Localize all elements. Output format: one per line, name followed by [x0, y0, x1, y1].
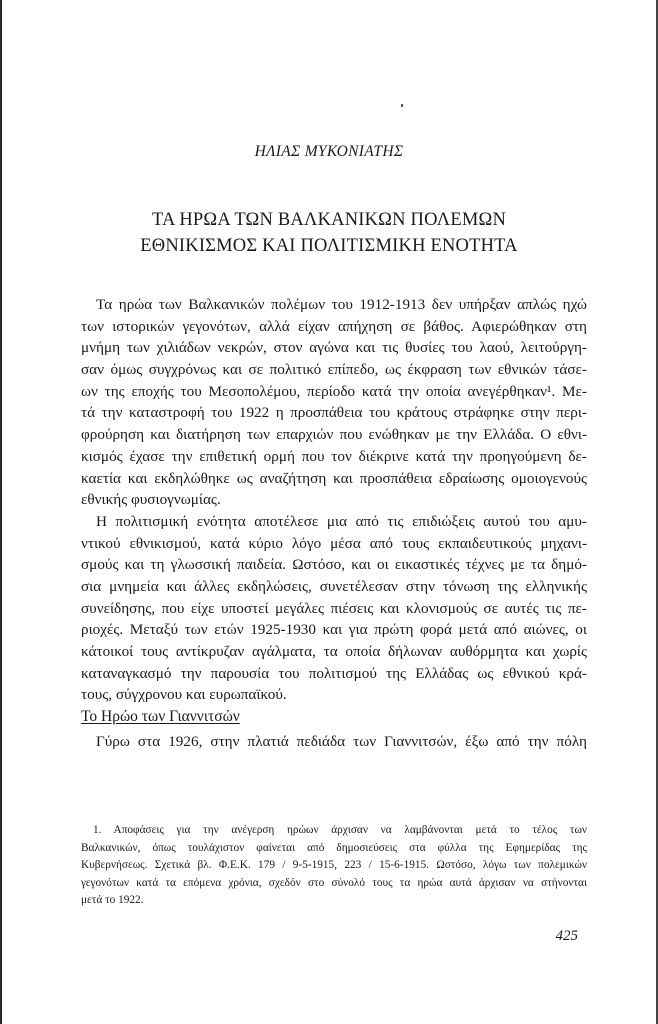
paragraph-1	[81, 294, 587, 511]
text-line: καετία και εκδηλώθηκε ως αναζήτηση και προσπάθεια εδραίωσης ομοιογενούς	[81, 469, 587, 487]
title-line-2: ΕΘΝΙΚΙΣΜΟΣ ΚΑΙ ΠΟΛΙΤΙΣΜΙΚΗ ΕΝΟΤΗΤΑ	[140, 236, 518, 256]
footnote-line: 1. Αποφάσεις για την ανέγερση ηρώων άρχισαν να λαμβάνονται μετά το τέλος των	[93, 824, 587, 836]
footnote-line: μετά το 1922.	[81, 894, 144, 907]
text-line: συνείδησης, που είχε υποστεί μεγάλες πιέσεις και κλονισμούς σε αυτές τις πε-	[81, 599, 587, 617]
text-line: σαν όμως συγχρόνως και σε πολιτικό επίπεδο, ως έκφραση των εθνικών τάσε-	[81, 361, 587, 379]
text-line: ριοχές. Μεταξύ των ετών 1925-1930 και για πρώτη φορά μετά από αιώνες, οι	[81, 621, 587, 639]
paragraph-3	[81, 731, 587, 753]
author-name: ΗΛΙΑΣ ΜΥΚΟΝΙΑΤΗΣ	[254, 143, 404, 160]
body-text	[81, 294, 587, 706]
text-line: ων της εποχής του Μεσοπολέμου, περίοδο κατά την οποία ανεγέρθηκαν¹. Με-	[81, 382, 587, 400]
paragraph-2	[81, 511, 587, 706]
footnote-line: Κυβερνήσεως. Σχετικά βλ. Φ.Ε.Κ. 179 / 9-5-1915, 223 / 15-6-1915. Ωστόσο, λόγω των πολεμικών	[81, 859, 587, 872]
text-line: κισμός έχασε την επιθετική ορμή που τον διέκρινε κατά την προηγούμενη δε-	[81, 447, 587, 465]
text-line: φρούρηση και διατήρηση των επαρχιών που ενώθηκαν με την Ελλάδα. Ο εθνι-	[81, 426, 587, 444]
footnote	[81, 822, 587, 910]
text-line: Η πολιτισμική ενότητα αποτέλεσε μια από τις επιδιώξεις αυτού του αμυ-	[96, 512, 587, 530]
text-line: Γύρω στα 1926, στην πλατιά πεδιάδα των Γιαννιτσών, έξω από την πόλη	[96, 733, 587, 750]
text-line: ντικού εθνικισμού, κατά κύριο λόγο μέσα από τους εκπαιδευτικούς μηχανι-	[81, 534, 587, 552]
article-title	[2, 207, 656, 259]
footnote-line: γεγονότων κατά τα επόμενα χρόνια, σχεδόν στο σύνολό τους τα ηρώα αυτά άρχισαν να στήνονται	[81, 876, 587, 889]
text-line: τους, σύγχρονου και ευρωπαϊκού.	[81, 686, 287, 704]
text-line: σμούς και τη γλωσσική παιδεία. Ωστόσο, και οι εικαστικές τέχνες με τα δημό-	[81, 556, 587, 574]
text-line: μνήμη των χιλιάδων νεκρών, στον αγώνα και τις θυσίες του λαού, λειτούργη-	[81, 339, 587, 357]
text-line: τά την καταστροφή του 1922 η προσπάθεια του κράτους στράφηκε στην περι-	[81, 404, 587, 422]
scan-speck	[401, 104, 403, 107]
text-line: των ιστορικών γεγονότων, αλλά είχαν απήχηση σε βάθος. Αφιερώθηκαν στη	[81, 317, 587, 335]
text-line: σια μνημεία και άλλες εκδηλώσεις, συνετέλεσαν στην τόνωση της ελληνικής	[81, 577, 587, 595]
text-line: κάτοικοί τους αντίκρυζαν αγάλματα, τα οποία δήλωναν αυθόρμητα και χωρίς	[81, 643, 587, 660]
footnote-line: Βαλκανικών, όπως τουλάχιστον φαίνεται από δημοσιεύσεις στα φύλλα της Εφημερίδας της	[81, 841, 587, 854]
title-line-1: ΤΑ ΗΡΩΑ ΤΩΝ ΒΑΛΚΑΝΙΚΩΝ ΠΟΛΕΜΩΝ	[151, 210, 507, 230]
section-heading: Το Ηρώο των Γιαννιτσών	[81, 708, 240, 725]
text-line: Τα ηρώα των Βαλκανικών πολέμων του 1912-1913 δεν υπήρξαν απλώς ηχώ	[96, 296, 587, 313]
text-line: καταναγκασμό την παρουσία του πολιτισμού της Ελλάδας ως εθνικού κρά-	[81, 664, 587, 682]
page-number: 425	[555, 928, 578, 944]
text-line: εθνικής φυσιογνωμίας.	[81, 491, 221, 509]
